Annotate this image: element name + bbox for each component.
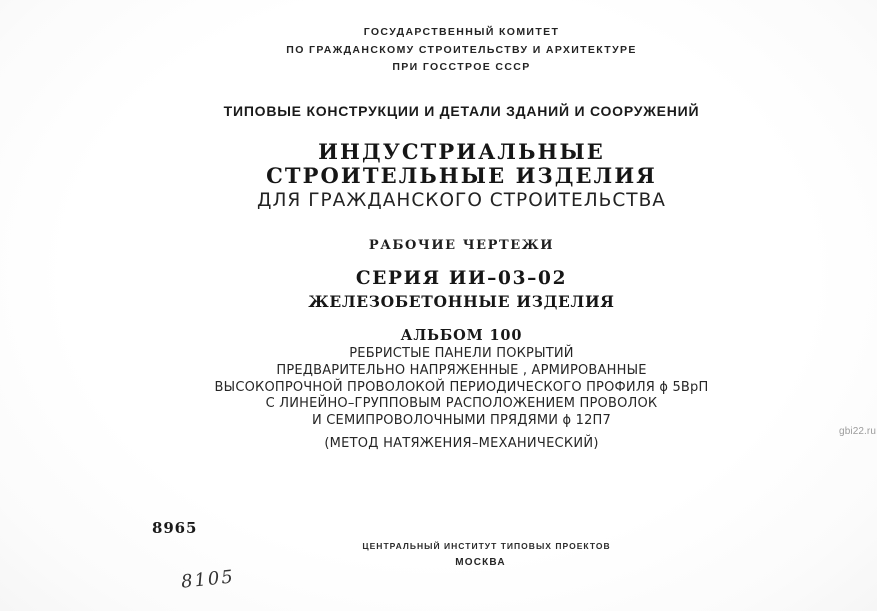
album-description-line-1: РЕБРИСТЫЕ ПАНЕЛИ ПОКРЫТИЙ: [349, 346, 574, 361]
main-title-line-2: СТРОИТЕЛЬНЫЕ ИЗДЕЛИЯ: [266, 163, 657, 188]
working-drawings-label: РАБОЧИЕ ЧЕРТЕЖИ: [368, 238, 555, 253]
album-description-line-2: ПРЕДВАРИТЕЛЬНО НАПРЯЖЕННЫЕ , АРМИРОВАННЫЕ: [276, 362, 647, 378]
album-number: АЛЬБОМ 100: [400, 327, 523, 344]
series-code: СЕРИЯ ИИ–03–02: [355, 268, 568, 289]
main-title: [0, 140, 877, 213]
committee-line-1: ГОСУДАРСТВЕННЫЙ КОМИТЕТ: [363, 26, 560, 38]
main-title-line-3: ДЛЯ ГРАЖДАНСКОГО СТРОИТЕЛЬСТВА: [257, 190, 666, 211]
album-description-line-4: С ЛИНЕЙНО–ГРУППОВЫМ РАСПОЛОЖЕНИЕМ ПРОВОЛОК: [265, 396, 658, 412]
site-watermark: gbi22.ru: [839, 426, 876, 437]
album-description-line-5: И СЕМИПРОВОЛОЧНЫМИ ПРЯДЯМИ ϕ 12П7: [312, 413, 611, 429]
print-order-number: 8965: [152, 519, 198, 537]
tensioning-method-line: (МЕТОД НАТЯЖЕНИЯ–МЕХАНИЧЕСКИЙ): [324, 436, 599, 451]
main-title-line-1: ИНДУСТРИАЛЬНЫЕ: [318, 139, 605, 164]
publisher-city: МОСКВА: [455, 557, 506, 568]
album-description-line-3: ВЫСОКОПРОЧНОЙ ПРОВОЛОКОЙ ПЕРИОДИЧЕСКОГО ПРОФИЛЯ ϕ 5ВрП: [214, 379, 709, 395]
series-kind: ЖЕЛЕЗОБЕТОННЫЕ ИЗДЕЛИЯ: [308, 292, 615, 311]
committee-line-2: ПО ГРАЖДАНСКОМУ СТРОИТЕЛЬСТВУ И АРХИТЕКТУРЕ: [286, 43, 637, 56]
issuing-committee: [0, 24, 877, 77]
series-category-line: ТИПОВЫЕ КОНСТРУКЦИИ И ДЕТАЛИ ЗДАНИЙ И СООРУЖЕНИЙ: [223, 103, 700, 119]
handwritten-inventory-mark: 8105: [180, 566, 236, 593]
publisher-name: ЦЕНТРАЛЬНЫЙ ИНСТИТУТ ТИПОВЫХ ПРОЕКТОВ: [362, 541, 611, 551]
committee-line-3: ПРИ ГОССТРОЕ СССР: [392, 61, 531, 73]
album-description: [0, 346, 877, 430]
